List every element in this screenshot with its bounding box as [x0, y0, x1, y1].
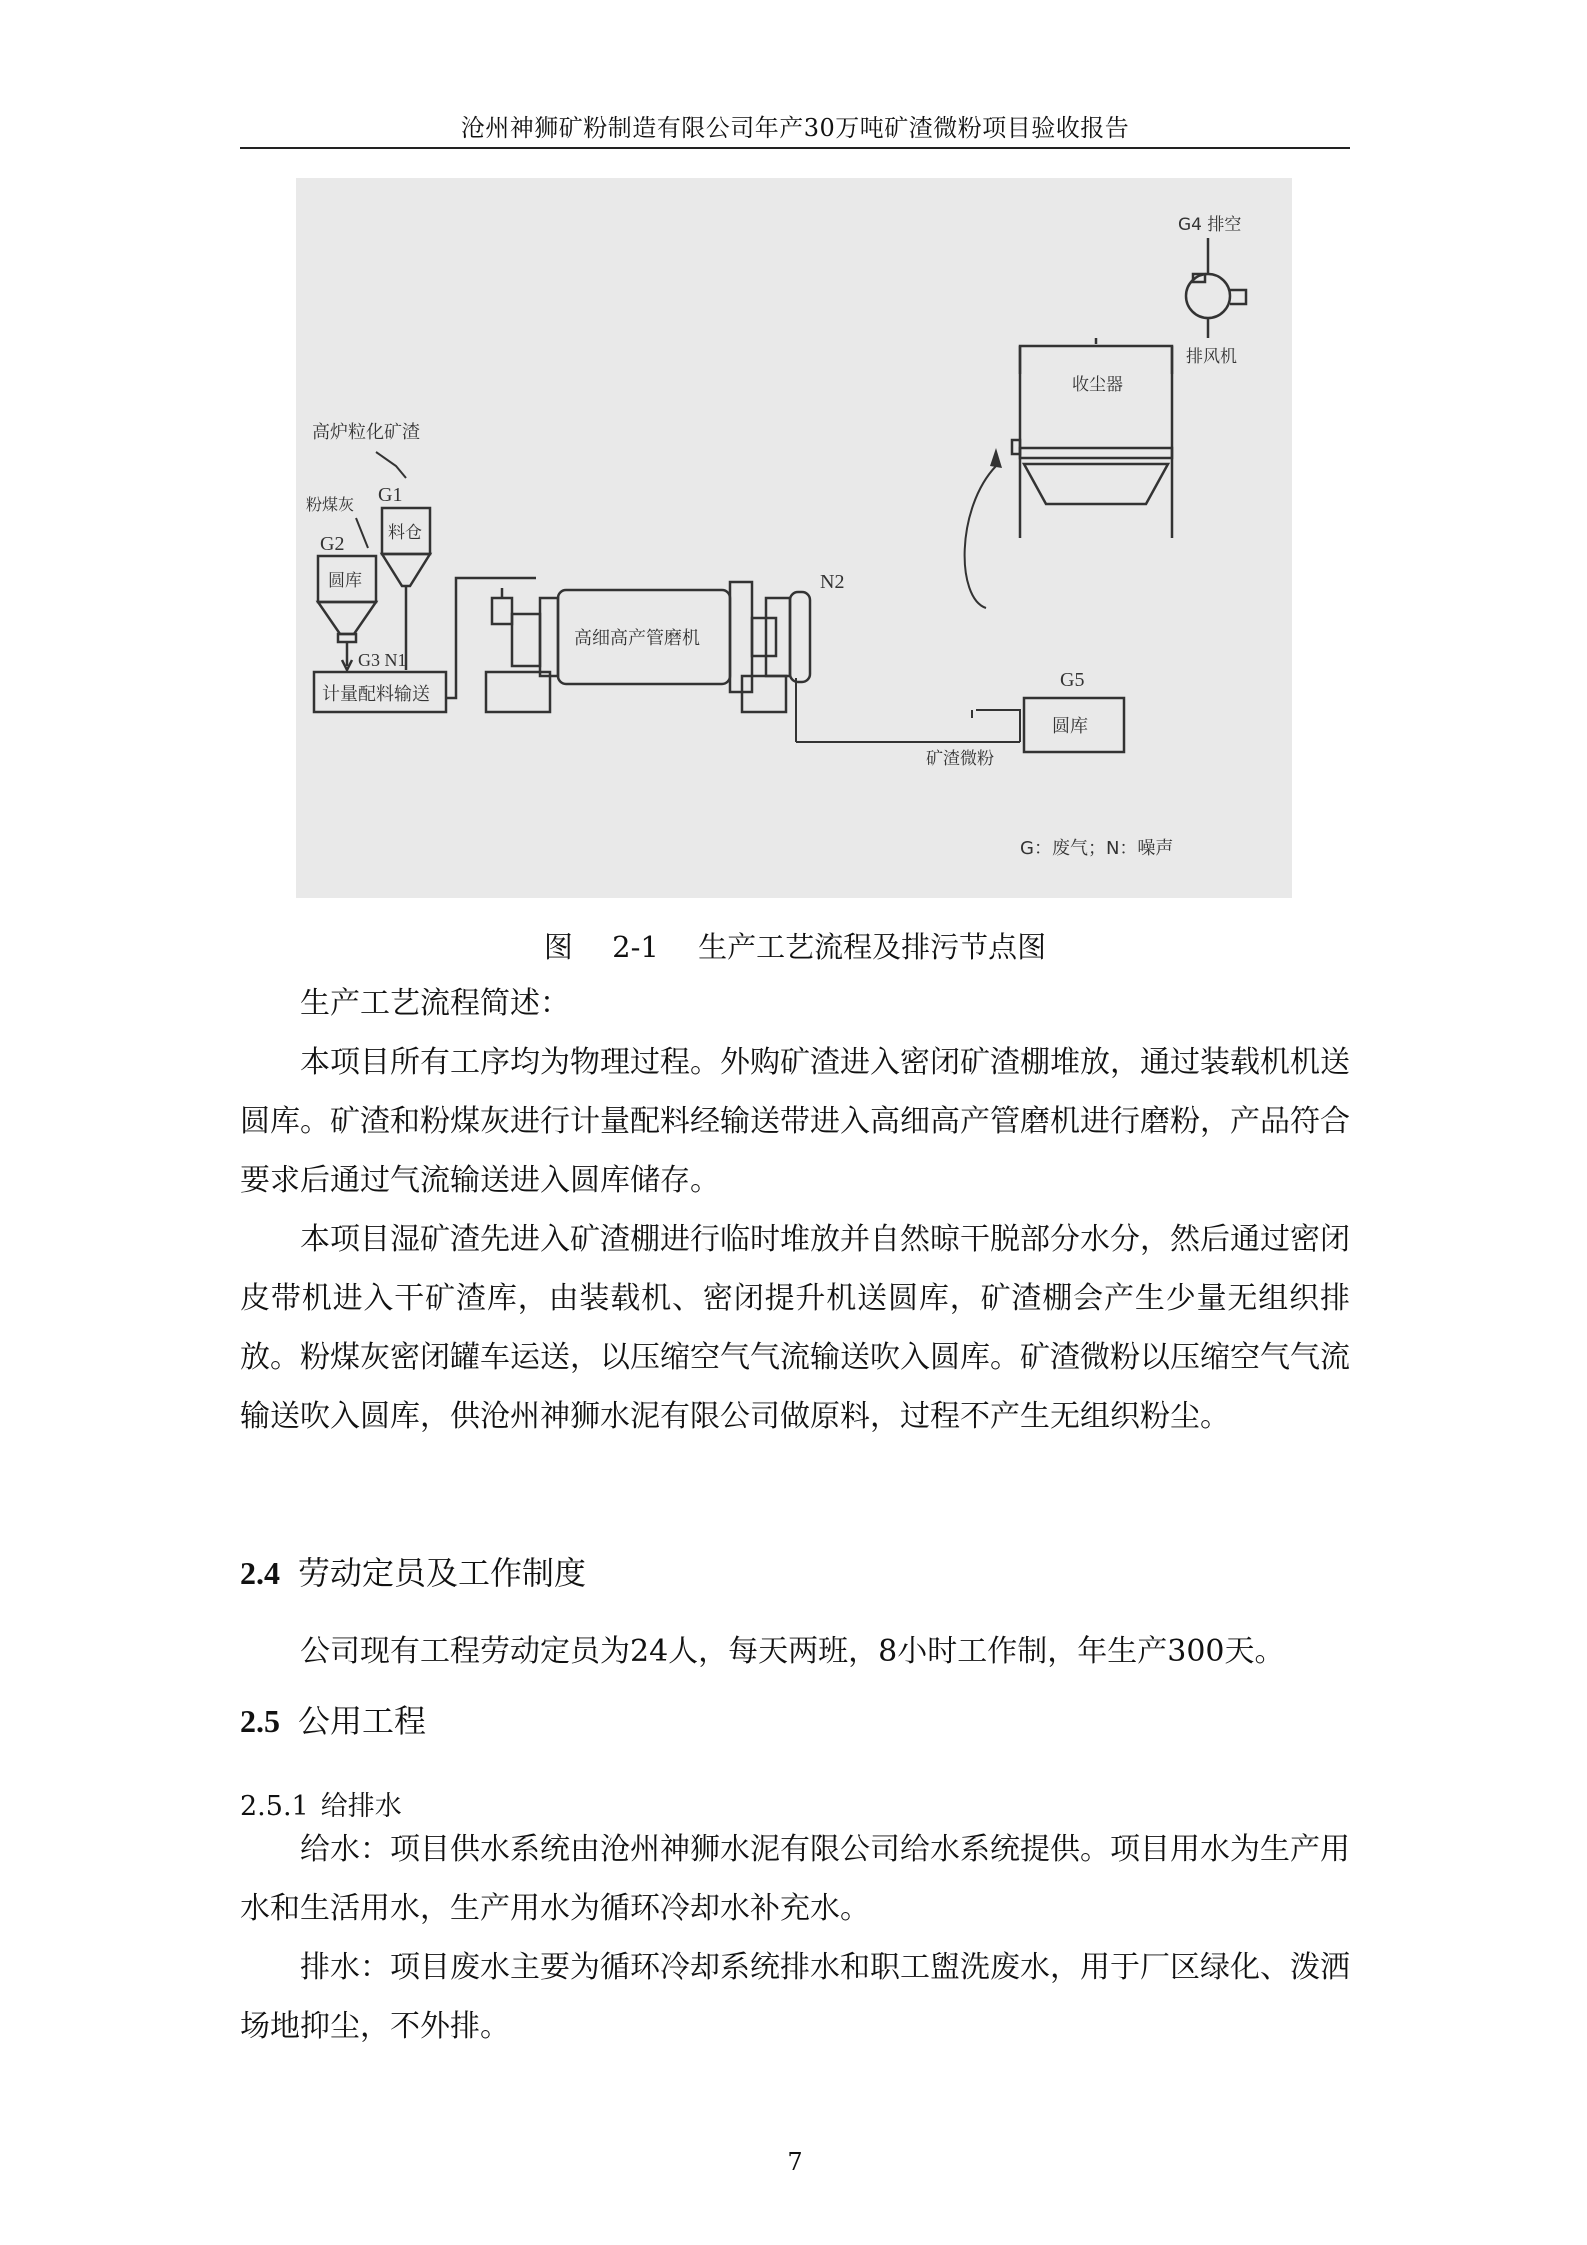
g5-label: G5	[1060, 669, 1085, 691]
process-paragraph-2: 本项目湿矿渣先进入矿渣棚进行临时堆放并自然晾干脱部分水分，然后通过密闭皮带机进入干矿渣库，由装载机、密闭提升机送圆库，矿渣棚会产生少量无组织排放。粉煤灰密闭罐车运送，以压缩空气气流输送吹入圆库。矿渣微粉以压缩空气气流输送吹入圆库，供沧州神狮水泥有限公司做原料，过程不产生无组织粉尘。	[240, 1222, 1350, 1434]
section-number: 2.4	[240, 1555, 280, 1591]
section-heading-2-4	[240, 1548, 586, 1594]
process-flow-diagram	[296, 178, 1292, 898]
section-heading-2-5	[240, 1696, 426, 1742]
header-rule	[240, 147, 1350, 149]
subsection-title: 给排水	[320, 1791, 402, 1822]
hopper-label: 料仓	[388, 523, 422, 543]
staffing-text	[240, 1622, 1350, 1681]
silo-left-label: 圆库	[328, 571, 362, 591]
mill-label: 高细高产管磨机	[574, 628, 700, 649]
section-title: 公用工程	[298, 1702, 427, 1740]
silo-right-label: 圆库	[1052, 716, 1088, 737]
product-label: 矿渣微粉	[926, 749, 994, 769]
g2-label: G2	[320, 533, 345, 555]
water-supply-paragraph: 给水：项目供水系统由沧州神狮水泥有限公司给水系统提供。项目用水为生产用水和生活用水，生产用水为循环冷却水补充水。	[240, 1832, 1350, 1926]
water-supply-text	[240, 1820, 1350, 2056]
subsection-number: 2.5.1	[240, 1791, 309, 1822]
caption-number: 图 2-1	[543, 930, 659, 964]
page-header: 沧州神狮矿粉制造有限公司年产30万吨矿渣微粉项目验收报告	[460, 114, 1130, 142]
page-number: 7	[787, 2148, 803, 2176]
process-description	[240, 974, 1350, 1446]
figure-background	[296, 178, 1292, 898]
g3n1-label: G3 N1	[358, 650, 407, 670]
caption-text: 生产工艺流程及排污节点图	[698, 930, 1047, 964]
process-paragraph-1: 本项目所有工序均为物理过程。外购矿渣进入密闭矿渣棚堆放，通过装载机机送圆库。矿渣和粉煤灰进行计量配料经输送带进入高细高产管磨机进行磨粉，产品符合要求后通过气流输送进入圆库储存。	[240, 1045, 1350, 1198]
figure-legend: G：废气；N：噪声	[1020, 838, 1174, 859]
batching-label: 计量配料输送	[322, 684, 430, 705]
figure-caption	[240, 925, 1350, 966]
section-title: 劳动定员及工作制度	[298, 1554, 587, 1592]
subsection-heading-2-5-1	[240, 1784, 402, 1823]
dust-collector-label: 收尘器	[1072, 375, 1123, 395]
drainage-paragraph: 排水：项目废水主要为循环冷却系统排水和职工盥洗废水，用于厂区绿化、泼洒场地抑尘，不外排。	[240, 1950, 1350, 2044]
n2-label: N2	[820, 571, 845, 593]
exhaust-fan-label: 排风机	[1186, 347, 1237, 367]
section-number: 2.5	[240, 1703, 280, 1739]
exhaust-vent-label: G4 排空	[1178, 215, 1242, 235]
slag-input-label: 高炉粒化矿渣	[312, 422, 420, 443]
g1-label: G1	[378, 484, 403, 506]
staffing-paragraph: 公司现有工程劳动定员为24人，每天两班，8小时工作制，年生产300天。	[300, 1634, 1285, 1669]
fly-ash-input-label: 粉煤灰	[306, 495, 355, 514]
process-flow-figure	[296, 178, 1292, 898]
process-intro: 生产工艺流程简述：	[300, 986, 570, 1021]
